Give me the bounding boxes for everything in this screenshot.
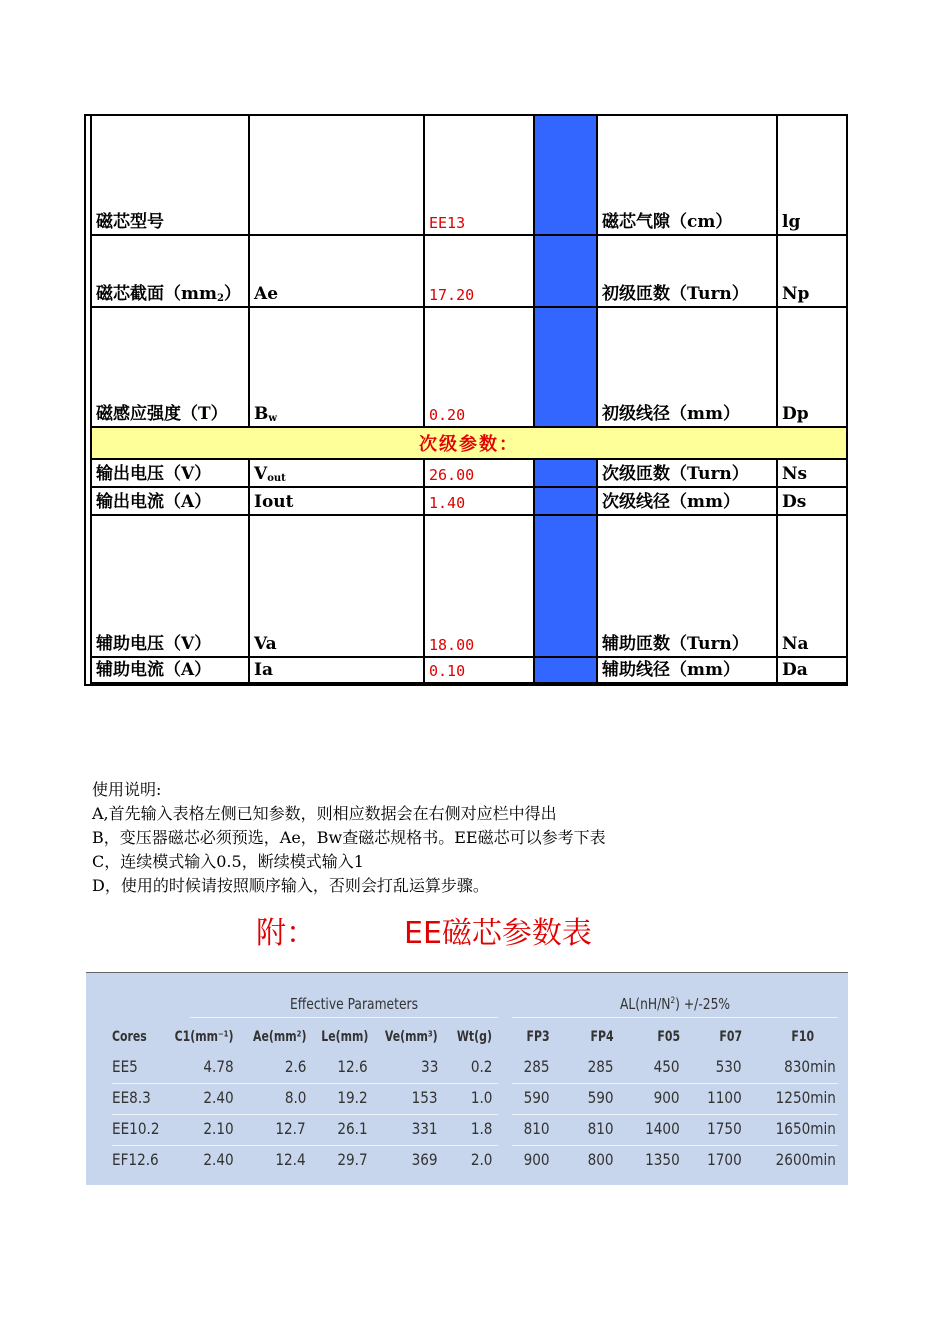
- param-value-input[interactable]: 18.00: [425, 516, 535, 658]
- table-cell: 1750: [707, 1119, 742, 1138]
- instruction-line: C，连续模式输入0.5，断续模式输入1: [92, 852, 364, 871]
- param-symbol: [250, 116, 425, 236]
- group-underline: [512, 1017, 838, 1018]
- row-divider: [112, 1083, 498, 1084]
- table-cell: 2600min: [775, 1150, 836, 1169]
- transformer-parameter-table: [84, 114, 848, 686]
- table-cell: 2.6: [284, 1057, 306, 1076]
- header-f05: F05: [657, 1029, 680, 1045]
- header-le: Le(mm): [320, 1029, 368, 1045]
- ee-core-parameter-table: [86, 972, 848, 1185]
- param-row-core-type: [86, 116, 846, 236]
- result-name: 次级匝数（Turn）: [598, 460, 778, 488]
- param-name: 磁芯型号: [90, 116, 250, 236]
- blue-separator: [535, 658, 598, 684]
- table-cell: EF12.6: [112, 1150, 159, 1169]
- result-name: 初级匝数（Turn）: [598, 236, 778, 308]
- row-divider: [512, 1083, 838, 1084]
- param-symbol: Iout: [250, 488, 425, 516]
- result-symbol: lg: [778, 116, 846, 236]
- param-value-input[interactable]: 17.20: [425, 236, 535, 308]
- instruction-line: D，使用的时候请按照顺序输入，否则会打乱运算步骤。: [92, 876, 489, 895]
- param-row-flux-density: [86, 308, 846, 428]
- param-name: 输出电压（V）: [90, 460, 250, 488]
- table-cell: 530: [716, 1057, 742, 1076]
- row-divider: [112, 1145, 498, 1146]
- table-cell: 450: [654, 1057, 680, 1076]
- header-c1: C1(mm⁻¹): [175, 1029, 234, 1045]
- instructions-heading: 使用说明:: [92, 780, 162, 799]
- param-value-input[interactable]: 26.00: [425, 460, 535, 488]
- blue-separator: [535, 308, 598, 428]
- usage-instructions: [92, 778, 606, 898]
- table-cell: 153: [412, 1088, 438, 1107]
- result-name: 次级线径（mm）: [598, 488, 778, 516]
- param-row-output-current: [86, 488, 846, 516]
- header-ve: Ve(mm³): [385, 1029, 438, 1045]
- table-cell: EE5: [112, 1057, 138, 1076]
- group-al-values: $AL(nH/N^2) +/-25\%$: [620, 995, 731, 1013]
- param-row-aux-current: [86, 658, 846, 684]
- result-name: 初级线径（mm）: [598, 308, 778, 428]
- header-f10: F10: [791, 1029, 814, 1045]
- table-cell: EE8.3: [112, 1088, 151, 1107]
- secondary-parameters-header: 次级参数：: [90, 428, 846, 460]
- table-cell: 590: [524, 1088, 550, 1107]
- table-cell: 2.0: [470, 1150, 492, 1169]
- row-divider: [112, 1114, 498, 1115]
- param-row-output-voltage: [86, 460, 846, 488]
- result-symbol: Ds: [778, 488, 846, 516]
- param-name: 磁感应强度（T）: [90, 308, 250, 428]
- param-name: 磁芯截面（mm 2 ）: [90, 236, 250, 308]
- group-effective-parameters: Effective Parameters: [290, 995, 418, 1013]
- table-cell: 900: [524, 1150, 550, 1169]
- table-cell: 1250min: [775, 1088, 836, 1107]
- table-cell: 0.2: [470, 1057, 492, 1076]
- table-cell: 12.7: [275, 1119, 306, 1138]
- table-cell: 590: [588, 1088, 614, 1107]
- appendix-prefix: 附：: [256, 916, 316, 951]
- table-cell: 285: [524, 1057, 550, 1076]
- param-symbol: Ae: [250, 236, 425, 308]
- param-name: 输出电流（A）: [90, 488, 250, 516]
- table-cell: 1100: [707, 1088, 742, 1107]
- table-cell: EE10.2: [112, 1119, 160, 1138]
- row-divider: [512, 1145, 838, 1146]
- blue-separator: [535, 460, 598, 488]
- table-cell: 285: [588, 1057, 614, 1076]
- param-value-input[interactable]: 1.40: [425, 488, 535, 516]
- table-cell: 1400: [645, 1119, 680, 1138]
- result-symbol: Ns: [778, 460, 846, 488]
- param-value-input[interactable]: 0.10: [425, 658, 535, 684]
- table-cell: 12.4: [275, 1150, 306, 1169]
- header-fp3: FP3: [526, 1029, 550, 1045]
- result-name: 辅助匝数（Turn）: [598, 516, 778, 658]
- table-cell: 1350: [645, 1150, 680, 1169]
- table-cell: 331: [412, 1119, 438, 1138]
- table-cell: 12.6: [337, 1057, 368, 1076]
- table-cell: 830min: [784, 1057, 836, 1076]
- table-cell: 1700: [707, 1150, 742, 1169]
- table-cell: 1650min: [775, 1119, 836, 1138]
- param-name: 辅助电流（A）: [90, 658, 250, 684]
- param-symbol: B w: [250, 308, 425, 428]
- table-cell: 1.0: [470, 1088, 492, 1107]
- blue-separator: [535, 116, 598, 236]
- result-name: 磁芯气隙（cm）: [598, 116, 778, 236]
- header-f07: F07: [719, 1029, 742, 1045]
- result-symbol: Dp: [778, 308, 846, 428]
- table-cell: 19.2: [337, 1088, 368, 1107]
- table-cell: 369: [412, 1150, 438, 1169]
- table-cell: 29.7: [337, 1150, 368, 1169]
- table-cell: 4.78: [203, 1057, 234, 1076]
- param-value-input[interactable]: EE13: [425, 116, 535, 236]
- table-cell: 2.40: [203, 1088, 234, 1107]
- appendix-title: EE磁芯参数表: [404, 916, 592, 951]
- instruction-line: B，变压器磁芯必须预选，Ae，Bw查磁芯规格书。EE磁芯可以参考下表: [92, 828, 606, 847]
- table-cell: 8.0: [284, 1088, 306, 1107]
- param-row-core-area: [86, 236, 846, 308]
- table-cell: 900: [654, 1088, 680, 1107]
- table-cell: 810: [588, 1119, 614, 1138]
- result-symbol: Da: [778, 658, 846, 684]
- header-fp4: FP4: [590, 1029, 614, 1045]
- instruction-line: A,首先输入表格左侧已知参数，则相应数据会在右侧对应栏中得出: [92, 804, 557, 823]
- blue-separator: [535, 236, 598, 308]
- param-value-input[interactable]: 0.20: [425, 308, 535, 428]
- result-symbol: Np: [778, 236, 846, 308]
- table-cell: 810: [524, 1119, 550, 1138]
- table-cell: 1.8: [470, 1119, 492, 1138]
- header-wt: Wt(g): [456, 1029, 492, 1045]
- group-underline: [190, 1017, 498, 1018]
- row-divider: [512, 1114, 838, 1115]
- table-cell: 33: [420, 1057, 438, 1076]
- table-cell: 800: [588, 1150, 614, 1169]
- header-ae: Ae(mm²): [252, 1029, 306, 1045]
- param-symbol: Va: [250, 516, 425, 658]
- table-cell: 2.40: [203, 1150, 234, 1169]
- blue-separator: [535, 516, 598, 658]
- param-symbol: V out: [250, 460, 425, 488]
- param-symbol: Ia: [250, 658, 425, 684]
- blue-separator: [535, 488, 598, 516]
- table-cell: 2.10: [203, 1119, 234, 1138]
- result-symbol: Na: [778, 516, 846, 658]
- table-cell: 26.1: [337, 1119, 368, 1138]
- param-name: 辅助电压（V）: [90, 516, 250, 658]
- result-name: 辅助线径（mm）: [598, 658, 778, 684]
- header-cores: Cores: [112, 1029, 147, 1045]
- param-row-aux-voltage: [86, 516, 846, 658]
